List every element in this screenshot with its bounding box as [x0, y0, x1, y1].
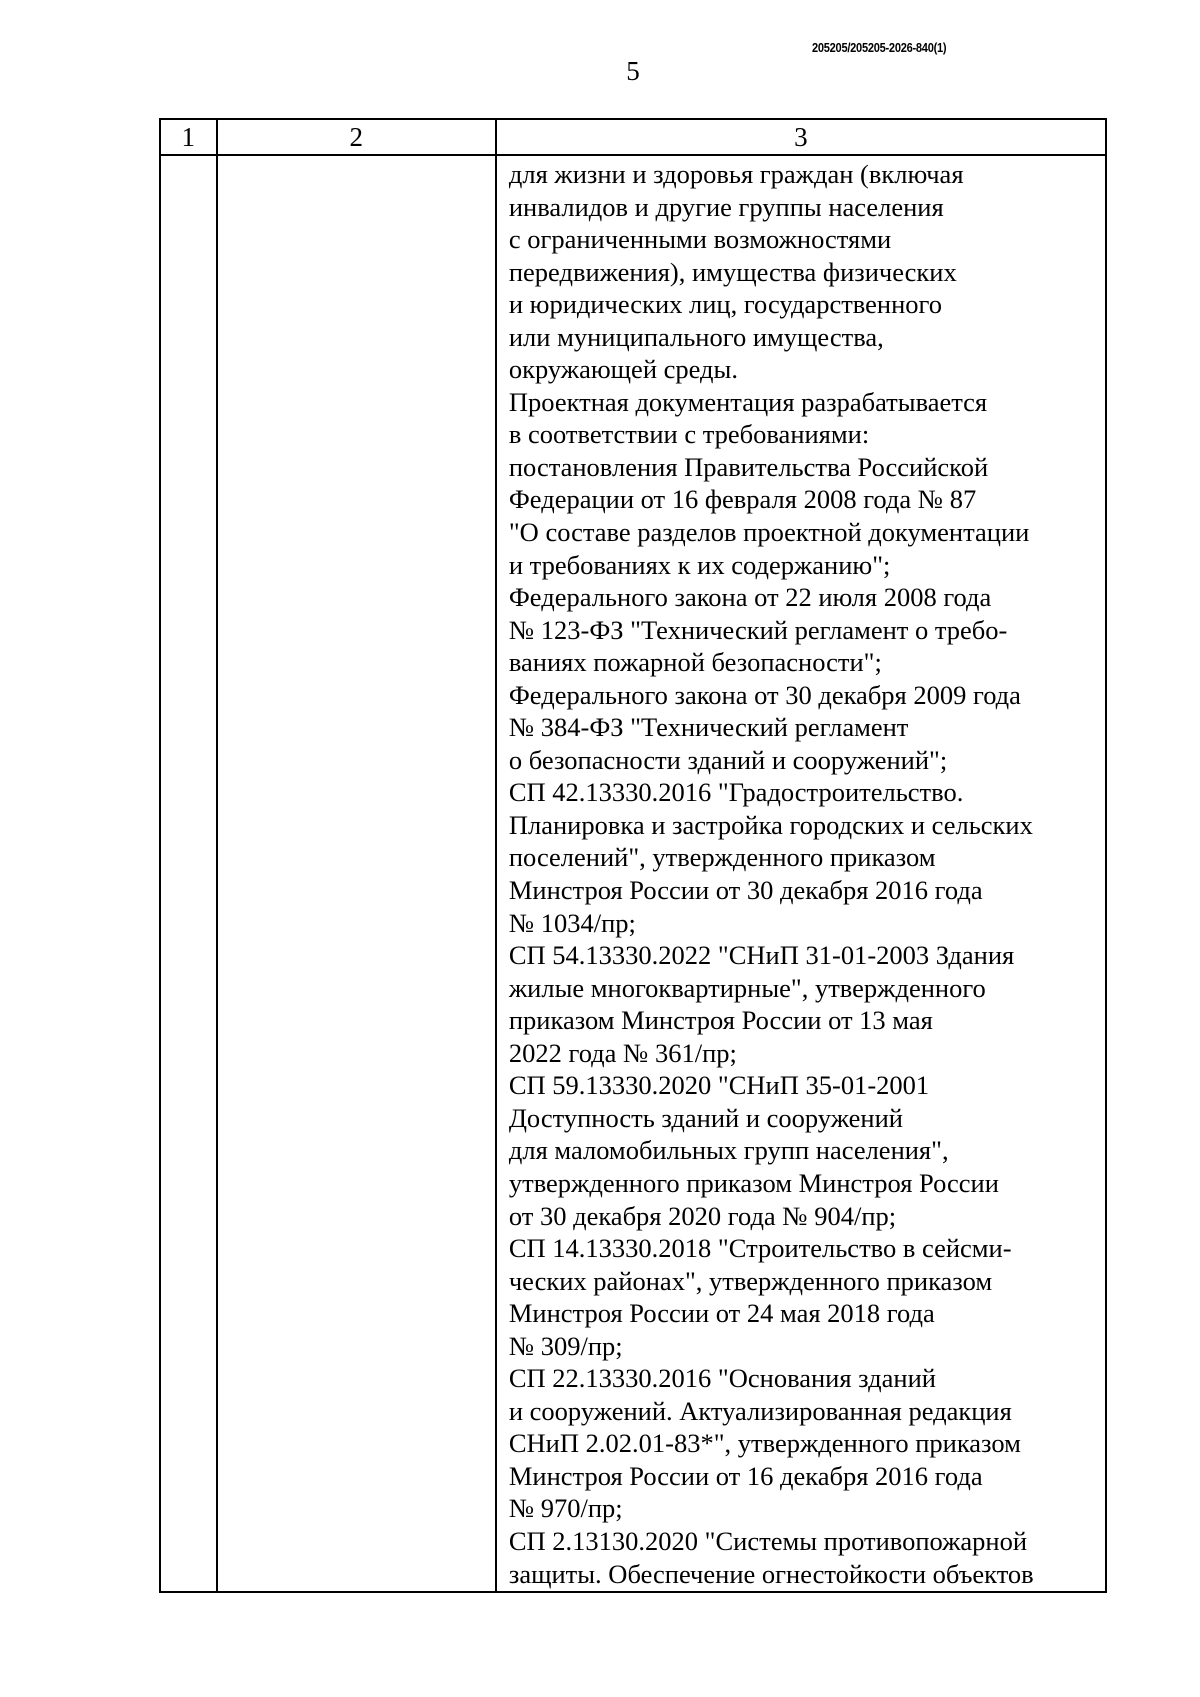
- text-line: Минстроя России от 24 мая 2018 года: [508, 1298, 935, 1329]
- text-line: Федерального закона от 30 декабря 2009 года: [508, 679, 1021, 710]
- requirements-table: [159, 118, 1107, 1593]
- text-line: ваниях пожарной безопасности";: [508, 647, 882, 678]
- text-line: 2022 года № 361/пр;: [508, 1037, 737, 1068]
- text-line: приказом Минстроя России от 13 мая: [508, 1005, 933, 1036]
- text-line: ческих районах", утвержденного приказом: [508, 1265, 993, 1296]
- text-line: жилые многоквартирные", утвержденного: [508, 972, 986, 1003]
- text-line: Доступность зданий и сооружений: [508, 1102, 903, 1133]
- text-line: и сооружений. Актуализированная редакция: [508, 1395, 1012, 1426]
- text-line: и юридических лиц, государственного: [508, 289, 942, 320]
- text-line: Федерации от 16 февраля 2008 года № 87: [508, 484, 977, 515]
- text-line: утвержденного приказом Минстроя России: [508, 1167, 999, 1198]
- text-line: о безопасности зданий и сооружений";: [508, 744, 948, 775]
- text-line: Планировка и застройка городских и сельских: [508, 809, 1033, 840]
- document-registration-code: 205205/205205-2026-840(1): [812, 40, 947, 55]
- text-line: № 123-ФЗ "Технический регламент о требо-: [508, 614, 1008, 645]
- column-header-2: 2: [217, 119, 496, 155]
- text-line: Проектная документация разрабатывается: [508, 386, 988, 417]
- text-line: СП 42.13330.2016 "Градостроительство.: [508, 777, 964, 808]
- text-line: окружающей среды.: [508, 354, 738, 385]
- text-line: № 970/пр;: [508, 1493, 623, 1524]
- cell-col2: [217, 155, 496, 1592]
- text-line: № 1034/пр;: [508, 907, 636, 938]
- text-line: передвижения), имущества физических: [508, 256, 957, 287]
- column-header-1: 1: [160, 119, 217, 155]
- table-row: [160, 155, 1106, 1592]
- cell-col1: [160, 155, 217, 1592]
- text-line: от 30 декабря 2020 года № 904/пр;: [508, 1200, 897, 1231]
- text-line: Минстроя России от 30 декабря 2016 года: [508, 875, 983, 906]
- text-line: СП 2.13130.2020 "Системы противопожарной: [508, 1525, 1028, 1556]
- text-line: СП 59.13330.2020 "СНиП 35-01-2001: [508, 1070, 930, 1101]
- table-header-row: [160, 119, 1106, 155]
- text-line: Минстроя России от 16 декабря 2016 года: [508, 1460, 983, 1491]
- text-line: поселений", утвержденного приказом: [508, 842, 936, 873]
- text-line: и требованиях к их содержанию";: [508, 549, 891, 580]
- text-line: СП 22.13330.2016 "Основания зданий: [508, 1363, 936, 1394]
- text-line: защиты. Обеспечение огнестойкости объектов: [508, 1558, 1034, 1589]
- cell-col3-requirements-text: [496, 155, 1106, 1592]
- text-line: Федерального закона от 22 июля 2008 года: [508, 582, 992, 613]
- text-line: № 384-ФЗ "Технический регламент: [508, 712, 909, 743]
- text-line: с ограниченными возможностями: [508, 224, 892, 255]
- text-line: № 309/пр;: [508, 1330, 623, 1361]
- text-line: постановления Правительства Российской: [508, 451, 989, 482]
- text-line: или муниципального имущества,: [508, 321, 884, 352]
- text-line: для жизни и здоровья граждан (включая: [508, 159, 964, 189]
- column-header-3: 3: [496, 119, 1106, 155]
- text-line: СНиП 2.02.01-83*", утвержденного приказом: [508, 1428, 1021, 1459]
- page-number: 5: [626, 56, 640, 86]
- text-line: инвалидов и другие группы населения: [508, 191, 944, 222]
- text-line: СП 54.13330.2022 "СНиП 31-01-2003 Здания: [508, 940, 1015, 971]
- text-line: "О составе разделов проектной документации: [508, 517, 1030, 548]
- text-line: СП 14.13330.2018 "Строительство в сейсми-: [508, 1233, 1012, 1264]
- text-line: в соответствии с требованиями:: [508, 419, 870, 450]
- text-line: для маломобильных групп населения",: [508, 1135, 949, 1166]
